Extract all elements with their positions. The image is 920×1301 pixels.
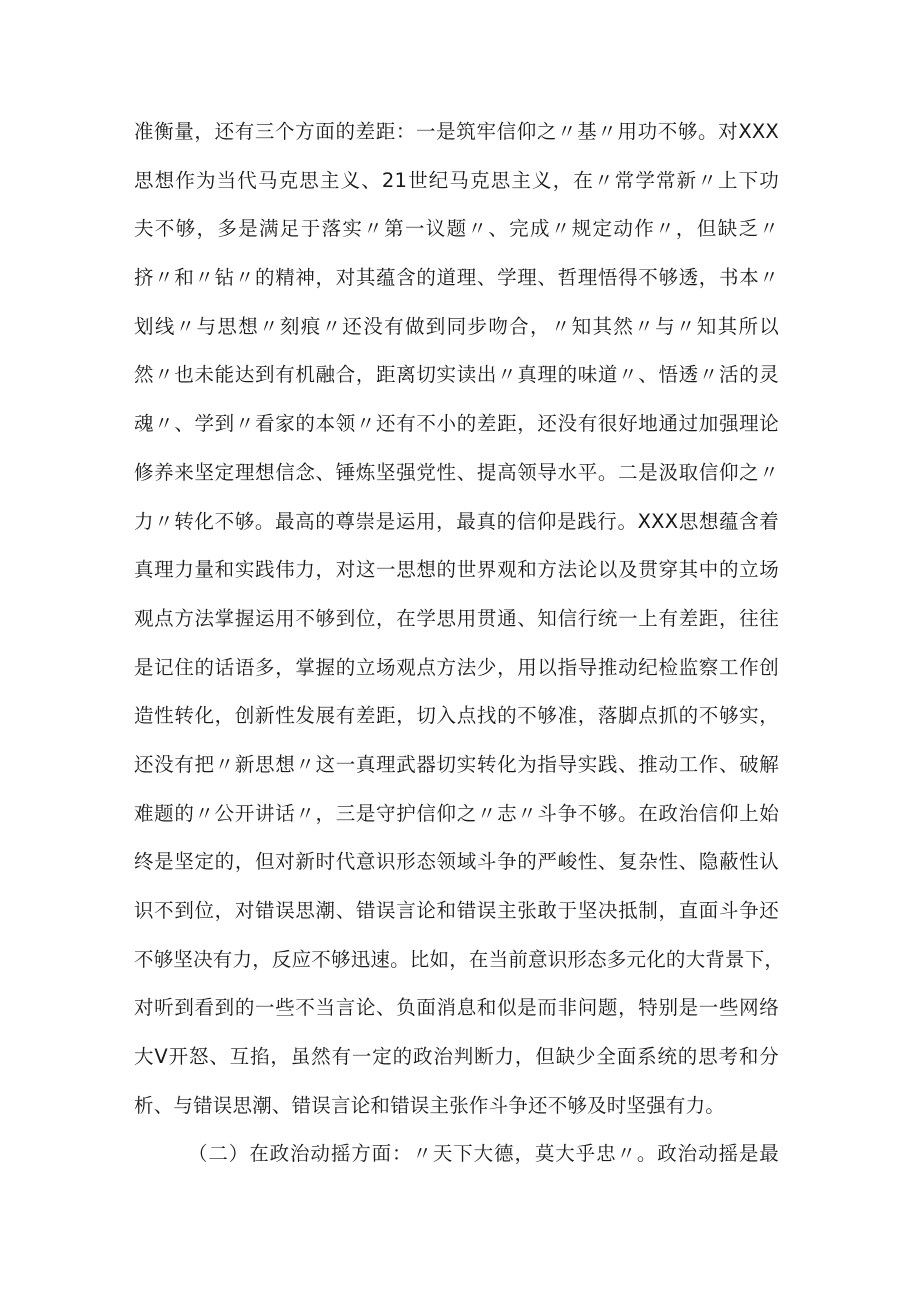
paragraph-line: 真理力量和实践伟力，对这一思想的世界观和方法论以及贯穿其中的立场 — [134, 558, 779, 582]
section-heading-line: （二）在政治动摇方面：〃天下大德，莫大乎忠〃。政治动摇是最 — [188, 1142, 779, 1166]
paragraph-line: 观点方法掌握运用不够到位，在学思用贯通、知信行统一上有差距，往往 — [134, 606, 779, 630]
paragraph-line: 思想作为当代马克思主义、21世纪马克思主义，在〃常学常新〃上下功 — [134, 168, 779, 192]
paragraph-line: 难题的〃公开讲话〃，三是守护信仰之〃志〃斗争不够。在政治信仰上始 — [134, 801, 779, 825]
paragraph-line: 力〃转化不够。最高的尊崇是运用，最真的信仰是践行。XXX思想蕴含着 — [134, 509, 779, 533]
paragraph-line: 识不到位，对错误思潮、错误言论和错误主张敢于坚决抵制，直面斗争还 — [134, 899, 779, 922]
body-text — [134, 108, 785, 1179]
paragraph-line: 魂〃、学到〃看家的本领〃还有不小的差距，还没有很好地通过加强理论 — [134, 412, 779, 436]
paragraph-line: 不够坚决有力，反应不够迅速。比如，在当前意识形态多元化的大背景下， — [134, 947, 785, 971]
paragraph-line: 划线〃与思想〃刻痕〃还没有做到同步吻合，〃知其然〃与〃知其所以 — [134, 314, 779, 338]
paragraph-line: 终是坚定的，但对新时代意识形态领域斗争的严峻性、复杂性、隐蔽性认 — [134, 850, 779, 874]
paragraph-line: 挤〃和〃钻〃的精神，对其蕴含的道理、学理、哲理悟得不够透，书本〃 — [134, 266, 779, 290]
paragraph-line: 还没有把〃新思想〃这一真理武器切实转化为指导实践、推动工作、破解 — [134, 752, 779, 776]
paragraph-line: 是记住的话语多，掌握的立场观点方法少，用以指导推动纪检监察工作创 — [134, 655, 779, 679]
paragraph-line: 对听到看到的一些不当言论、负面消息和似是而非问题，特别是一些网络 — [134, 996, 779, 1020]
paragraph-line: 然〃也未能达到有机融合，距离切实读出〃真理的味道〃、悟透〃活的灵 — [134, 363, 779, 387]
paragraph-line: 析、与错误思潮、错误言论和错误主张作斗争还不够及时坚强有力。 — [134, 1093, 726, 1117]
paragraph-line: 夫不够，多是满足于落实〃第一议题〃、完成〃规定动作〃，但缺乏〃 — [134, 217, 779, 241]
paragraph-line: 修养来坚定理想信念、锤炼坚强党性、提高领导水平。二是汲取信仰之〃 — [134, 460, 779, 484]
paragraph-line: 造性转化，创新性发展有差距，切入点找的不够准，落脚点抓的不够实， — [134, 704, 779, 728]
paragraph-line: 准衡量，还有三个方面的差距：一是筑牢信仰之〃基〃用功不够。对XXX — [134, 120, 779, 143]
paragraph-line: 大V开怒、互掐，虽然有一定的政治判断力，但缺少全面系统的思考和分 — [134, 1045, 779, 1069]
